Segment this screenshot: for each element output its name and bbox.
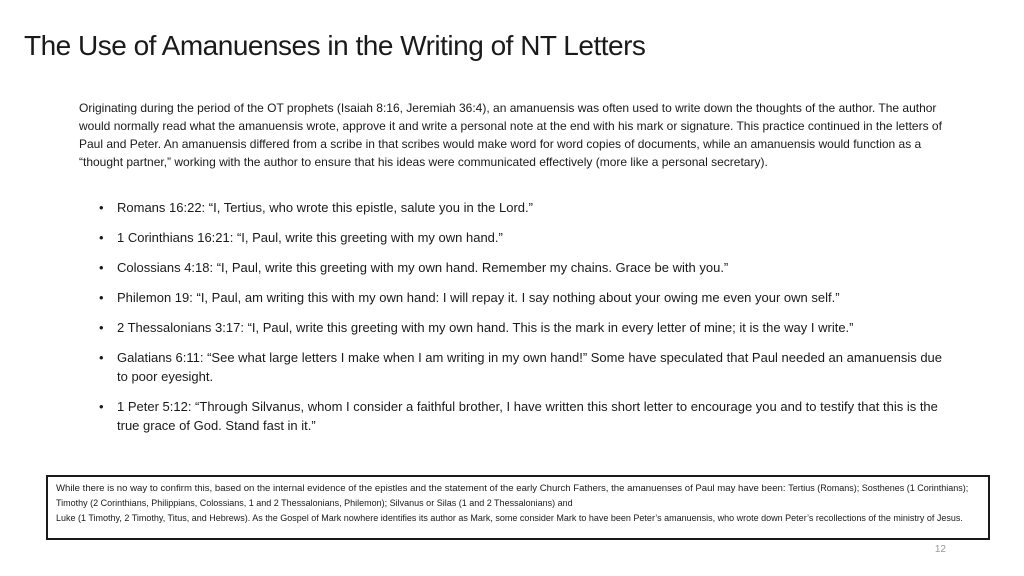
- page-number: 12: [934, 544, 946, 555]
- list-item: [79, 318, 951, 337]
- intro-paragraph: Originating during the period of the OT prophets (Isaiah 8:16, Jeremiah 36:4), an amanuensis was often used to write down the thoughts of the author. The author would normally read what the amanuensis wrote, approve it and write a personal note at the end with his mark or signature. This practice continued in the letters of Paul and Peter. An amanuensis differed from a scribe in that scribes would make word for word copies of documents, while an amanuensis would function as a “thought partner,” working with the author to ensure that his ideas were communicated effectively (more like a personal secretary).: [79, 101, 942, 169]
- list-item-text: 2 Thessalonians 3:17: “I, Paul, write this greeting with my own hand. This is the mark in every letter of mine; it is the way I write.”: [117, 320, 854, 335]
- list-item: [79, 348, 951, 386]
- bullet-icon: •: [99, 320, 104, 335]
- scripture-list: [79, 198, 951, 446]
- list-item: [79, 288, 951, 307]
- bullet-icon: •: [99, 260, 104, 275]
- note-text-main: While there is no way to confirm this, based on the internal evidence of the epistles and the statement of the early Church Fathers, the amanuenses of Paul may have been:: [56, 483, 789, 494]
- list-item-text: 1 Corinthians 16:21: “I, Paul, write this greeting with my own hand.”: [117, 230, 503, 245]
- list-item: [79, 198, 951, 217]
- note-text-secondary: Tertius (Romans); Sosthenes (1 Corinthians); Timothy (2 Corinthians, Philippians, Colossians, 1 and 2 Thessalonians, Philemon); Silvanus or Silas (1 and 2 Thessalonians) and: [56, 483, 969, 509]
- list-item: [79, 228, 951, 247]
- bullet-icon: •: [99, 200, 104, 215]
- note-text-tertiary: Luke (1 Timothy, 2 Timothy, Titus, and Hebrews). As the Gospel of Mark nowhere identifies its author as Mark, some consider Mark to have been Peter’s amanuensis, who wrote down Peter’s recollections of the ministry of Jesus.: [56, 513, 963, 524]
- bullet-icon: •: [99, 290, 104, 305]
- list-item-text: 1 Peter 5:12: “Through Silvanus, whom I consider a faithful brother, I have written this short letter to encourage you and to testify that this is the true grace of God. Stand fast in it.”: [117, 399, 938, 433]
- bullet-icon: •: [99, 350, 104, 365]
- list-item-text: Romans 16:22: “I, Tertius, who wrote this epistle, salute you in the Lord.”: [117, 200, 533, 215]
- list-item-text: Philemon 19: “I, Paul, am writing this with my own hand: I will repay it. I say nothing about your owing me even your own self.”: [117, 290, 840, 305]
- list-item: [79, 397, 951, 435]
- list-item: [79, 258, 951, 277]
- bullet-icon: •: [99, 399, 104, 414]
- bullet-icon: •: [99, 230, 104, 245]
- amanuenses-note-box: [46, 475, 990, 540]
- list-item-text: Galatians 6:11: “See what large letters I make when I am writing in my own hand!” Some have speculated that Paul needed an amanuensis due to poor eyesight.: [117, 350, 943, 384]
- slide-title: The Use of Amanuenses in the Writing of NT Letters: [24, 30, 646, 61]
- list-item-text: Colossians 4:18: “I, Paul, write this greeting with my own hand. Remember my chains. Grace be with you.”: [117, 260, 729, 275]
